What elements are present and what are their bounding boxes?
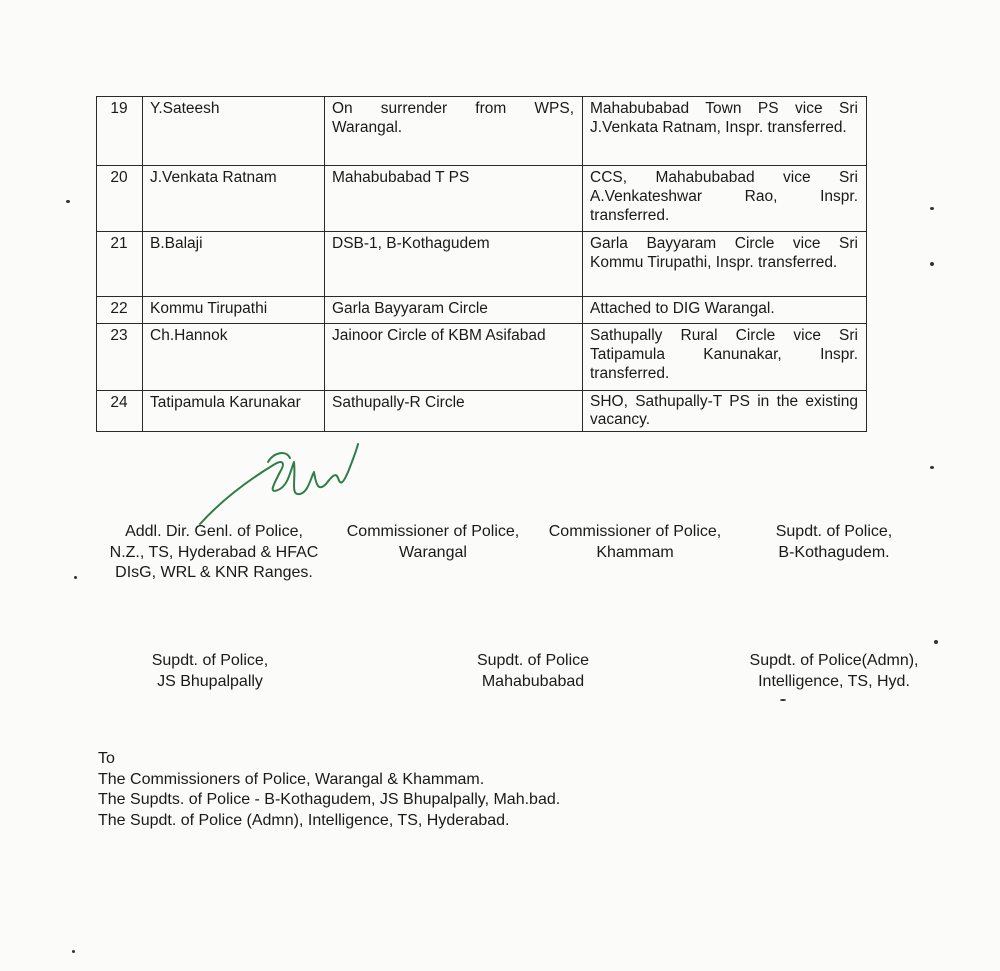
copy-line: Supdt. of Police, xyxy=(775,523,893,540)
new-posting: Garla Bayyaram Circle vice Sri Kommu Tirupathi, Inspr. transferred. xyxy=(583,232,867,297)
table-row xyxy=(97,232,867,297)
copy-line: Supdt. of Police xyxy=(476,652,590,669)
present-posting: Jainoor Circle of KBM Asifabad xyxy=(325,324,583,391)
copy-block-cp-warangal xyxy=(340,522,526,563)
addressee-line: The Supdt. of Police (Admn), Intelligence, TS, Hyderabad. xyxy=(98,811,510,829)
table-row xyxy=(97,324,867,391)
table-row xyxy=(97,166,867,232)
table-row xyxy=(97,297,867,324)
present-posting: DSB-1, B-Kothagudem xyxy=(325,232,583,297)
present-posting: Mahabubabad T PS xyxy=(325,166,583,232)
scan-speck xyxy=(66,200,70,203)
officer-name: Kommu Tirupathi xyxy=(143,297,325,324)
scan-speck xyxy=(930,466,934,469)
copy-line: Khammam xyxy=(596,543,674,561)
copy-line: Warangal xyxy=(399,543,467,561)
officer-name: Y.Sateesh xyxy=(143,97,325,166)
new-posting: Sathupally Rural Circle vice Sri Tatipamula Kanunakar, Inspr. transferred. xyxy=(583,324,867,391)
copy-line: Commissioner of Police, xyxy=(548,523,722,540)
new-posting: CCS, Mahabubabad vice Sri A.Venkateshwar Rao, Inspr. transferred. xyxy=(583,166,867,232)
new-posting: Mahabubabad Town PS vice Sri J.Venkata Ratnam, Inspr. transferred. xyxy=(583,97,867,166)
copy-line: Supdt. of Police, xyxy=(151,652,269,669)
scan-speck xyxy=(934,640,938,644)
table-row xyxy=(97,391,867,432)
officer-name: Ch.Hannok xyxy=(143,324,325,391)
scan-speck xyxy=(930,207,934,210)
addressee-line: The Supdts. of Police - B-Kothagudem, JS Bhupalpally, Mah.bad. xyxy=(98,791,561,808)
officer-name: J.Venkata Ratnam xyxy=(143,166,325,232)
copy-block-sp-bhupalpally xyxy=(140,651,280,692)
serial-number: 24 xyxy=(97,391,143,432)
copy-block-cp-khammam xyxy=(540,522,730,563)
new-posting: SHO, Sathupally-T PS in the existing vacancy. xyxy=(583,391,867,432)
new-posting: Attached to DIG Warangal. xyxy=(583,297,867,324)
present-posting: Garla Bayyaram Circle xyxy=(325,297,583,324)
copy-line: Addl. Dir. Genl. of Police, xyxy=(125,523,303,540)
copy-line: JS Bhupalpally xyxy=(157,672,263,690)
copy-line: Supdt. of Police(Admn), xyxy=(749,652,919,669)
serial-number: 23 xyxy=(97,324,143,391)
scan-speck xyxy=(74,576,77,579)
officer-name: Tatipamula Karunakar xyxy=(143,391,325,432)
addressee-block xyxy=(98,749,560,831)
copy-block-addl-dgp xyxy=(98,522,330,584)
scan-speck xyxy=(72,950,75,953)
copy-block-sp-kothagudem xyxy=(760,522,908,563)
copy-line: B-Kothagudem. xyxy=(778,543,890,561)
serial-number: 22 xyxy=(97,297,143,324)
officer-name: B.Balaji xyxy=(143,232,325,297)
to-label: To xyxy=(98,750,115,767)
addressee-line: The Commissioners of Police, Warangal & Khammam. xyxy=(98,770,485,788)
copy-line: Commissioner of Police, xyxy=(346,523,520,540)
serial-number: 21 xyxy=(97,232,143,297)
serial-number: 20 xyxy=(97,166,143,232)
copy-line: Mahabubabad xyxy=(481,672,585,690)
present-posting: Sathupally-R Circle xyxy=(325,391,583,432)
copy-block-sp-intelligence xyxy=(738,651,930,692)
serial-number: 19 xyxy=(97,97,143,166)
copy-block-sp-mahabubabad xyxy=(462,651,604,692)
copy-line: Intelligence, TS, Hyd. xyxy=(758,672,910,690)
copy-line: DIsG, WRL & KNR Ranges. xyxy=(115,564,313,581)
scan-speck xyxy=(780,699,786,701)
scan-speck xyxy=(930,262,934,266)
present-posting: On surrender from WPS, Warangal. xyxy=(325,97,583,166)
table-row xyxy=(97,97,867,166)
postings-table xyxy=(96,96,867,432)
copy-line: N.Z., TS, Hyderabad & HFAC xyxy=(109,543,319,561)
